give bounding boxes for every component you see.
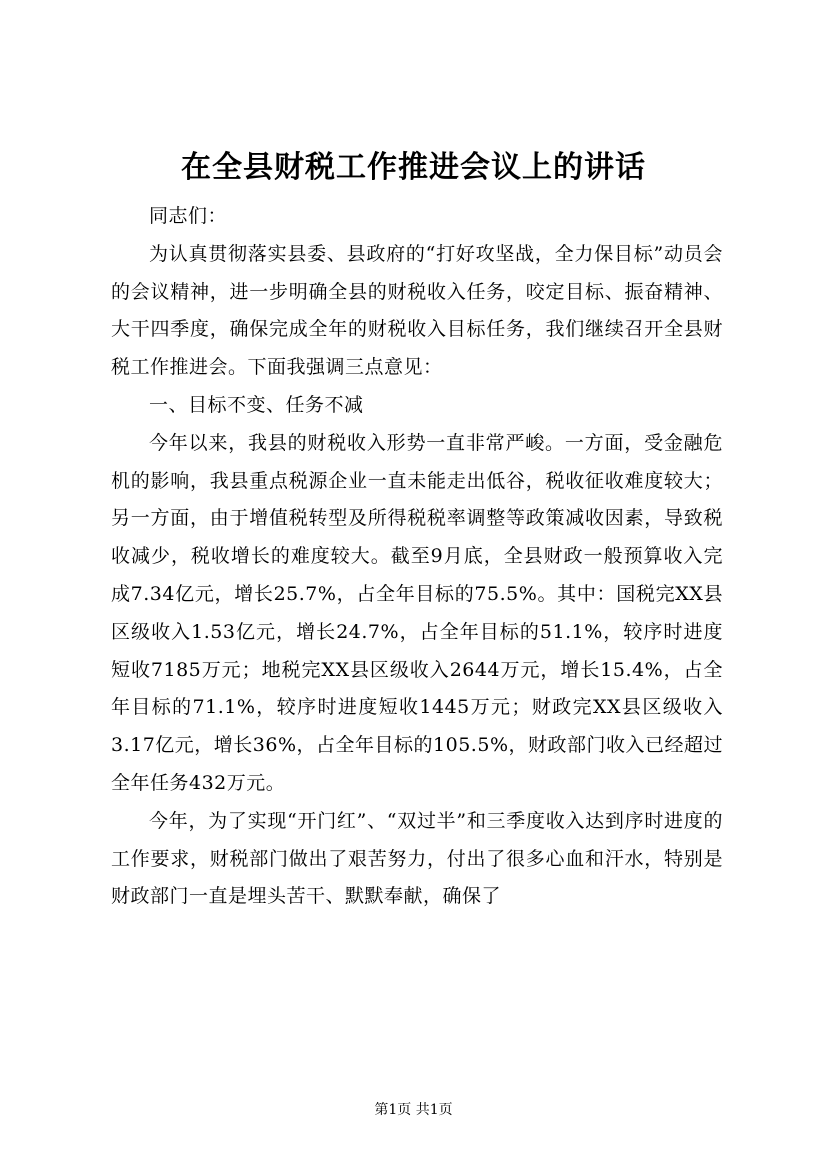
body-paragraph: 今年，为了实现“开门红”、“双过半”和三季度收入达到序时进度的工作要求，财税部门做出了艰苦努力，付出了很多心血和汗水，特别是财政部门一直是埋头苦干、默默奉献，确保了 [111, 809, 723, 908]
intro-paragraph: 为认真贯彻落实县委、县政府的“打好攻坚战，全力保目标”动员会的会议精神，进一步明确全县的财税收入任务，咬定目标、振奋精神、大干四季度，确保完成全年的财税收入目标任务，我们继续召开全县财税工作推进会。下面我强调三点意见： [111, 242, 723, 379]
page-footer: 第1页 共1页 [374, 1102, 453, 1118]
body-paragraph: 今年以来，我县的财税收入形势一直非常严峻。一方面，受金融危机的影响，我县重点税源企业一直未能走出低谷，税收征收难度较大；另一方面，由于增值税转型及所得税税率调整等政策减收因素，导致税收减少，税收增长的难度较大。截至9月底，全县财政一般预算收入完成7.34亿元，增长25.7%，占全年目标的75.5%。其中：国税完XX县区级收入1.53亿元，增长24.7%，占全年目标的51.1%，较序时进度短收7185万元；地税完XX县区级收入2644万元，增长15.4%，占全年目标的71.1%，较序时进度短收1445万元；财政完XX县区级收入3.17亿元，增长36%，占全年目标的105.5%，财政部门收入已经超过全年任务432万元。 [111, 431, 723, 794]
section-heading: 一、目标不变、任务不减 [149, 393, 364, 416]
salutation-paragraph: 同志们： [149, 205, 228, 227]
document-body [111, 198, 723, 916]
document-title: 在全县财税工作推进会议上的讲话 [181, 150, 646, 185]
